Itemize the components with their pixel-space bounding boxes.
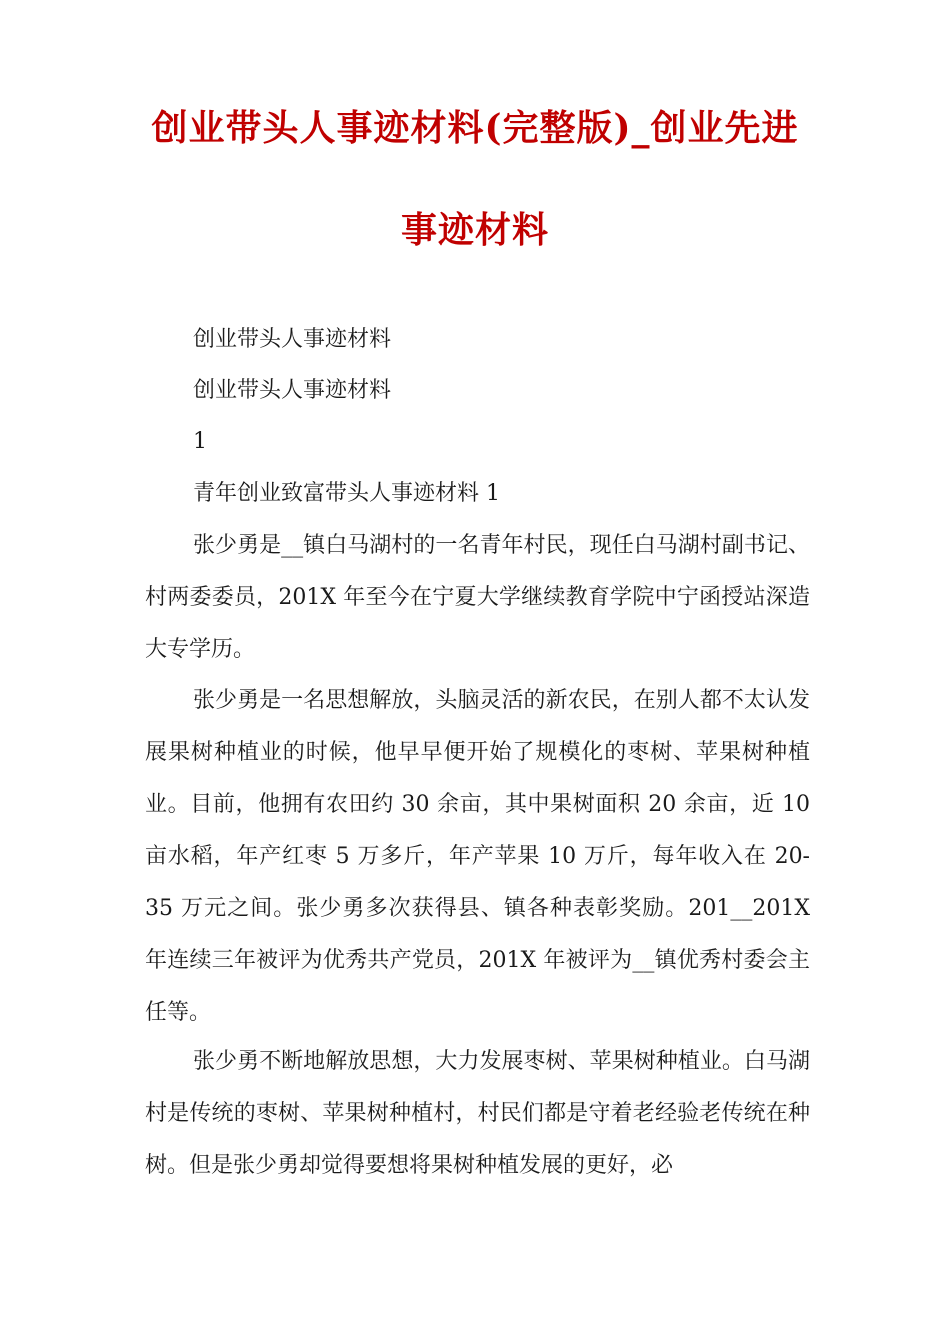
document-title-line-2: 事迹材料 (400, 209, 549, 251)
body-paragraph: 张少勇不断地解放思想，大力发展枣树、苹果树种植业。白马湖村是传统的枣树、苹果树种植村，村民们都是守着老经验老传统在种树。但是张少勇却觉得要想将果树种植发展的更好，必 (145, 1049, 810, 1178)
section-heading: 创业带头人事迹材料 (193, 327, 392, 352)
article-heading: 青年创业致富带头人事迹材料 1 (193, 481, 500, 506)
document-title-line-1: 创业带头人事迹材料(完整版)_创业先进 (151, 107, 799, 149)
body-paragraph: 张少勇是__镇白马湖村的一名青年村民，现任白马湖村副书记、村两委委员，201X 年至今在宁夏大学继续教育学院中宁函授站深造大专学历。 (145, 533, 810, 662)
body-paragraph: 张少勇是一名思想解放，头脑灵活的新农民，在别人都不太认发展果树种植业的时候，他早早便开始了规模化的枣树、苹果树种植业。目前，他拥有农田约 30 余亩，其中果树面积 20 余亩，近 10 亩水稻，年产红枣 5 万多斤，年产苹果 10 万斤，每年收入在 20-35 万元之间。张少勇多次获得县、镇各种表彰奖励。201__201X 年连续三年被评为优秀共产党员，201X 年被评为__镇优秀村委会主任等。 (145, 688, 810, 1025)
section-heading: 创业带头人事迹材料 (193, 378, 392, 403)
section-number: 1 (193, 429, 207, 454)
